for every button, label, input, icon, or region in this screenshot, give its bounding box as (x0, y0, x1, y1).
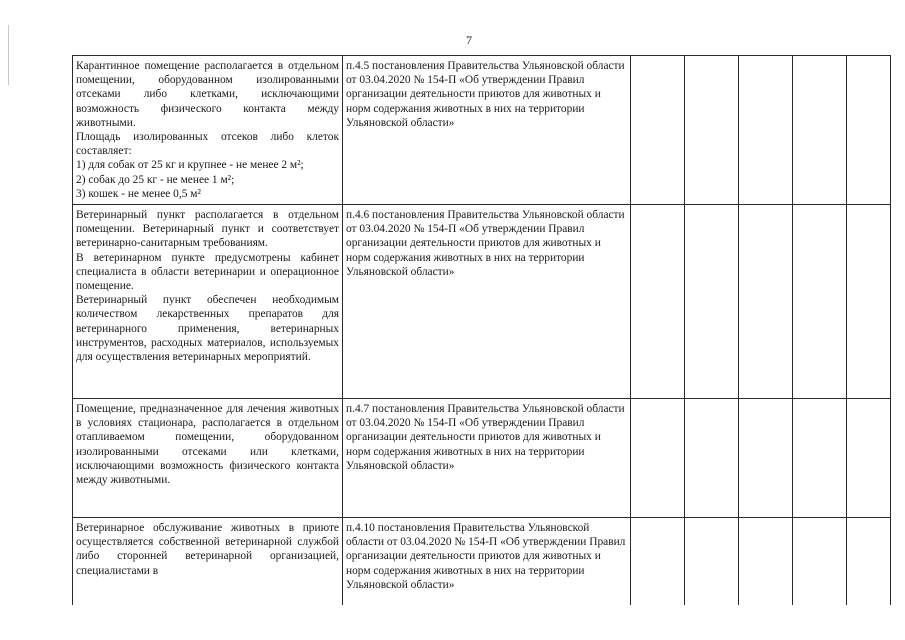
requirement-paragraph: 3) кошек - не менее 0,5 м² (76, 187, 201, 200)
empty-cell (847, 205, 891, 399)
empty-cell (685, 205, 739, 399)
legal-source-cell: п.4.7 постановления Правительства Ульяновской области от 03.04.2020 № 154-П «Об утверждении Правил организации деятельности приютов для животных и норм содержания животных в них на территории Ульяновской области» (343, 399, 631, 518)
requirements-table (72, 55, 891, 605)
empty-cell (793, 205, 847, 399)
empty-cell (739, 518, 793, 606)
empty-cell (847, 518, 891, 606)
requirement-paragraph: Ветеринарный пункт располагается в отдельном помещении. Ветеринарный пункт и соответствует ветеринарно-санитарным требованиям. (76, 209, 339, 250)
legal-source-cell: п.4.10 постановления Правительства Ульяновской области от 03.04.2020 № 154-П «Об утверждении Правил организации деятельности приютов для животных и норм содержания животных в них на территории Ульяновской области» (343, 518, 631, 606)
table-row (73, 518, 891, 606)
empty-cell (685, 399, 739, 518)
requirement-paragraph: 1) для собак от 25 кг и крупнее - не менее 2 м²; (76, 159, 304, 172)
empty-cell (685, 518, 739, 606)
empty-cell (739, 205, 793, 399)
requirement-cell (73, 399, 343, 518)
empty-cell (793, 518, 847, 606)
empty-cell (631, 56, 685, 205)
legal-source-cell: п.4.5 постановления Правительства Ульяновской области от 03.04.2020 № 154-П «Об утверждении Правил организации деятельности приютов для животных и норм содержания животных в них на территории Ульяновской области» (343, 56, 631, 205)
page-number: 7 (466, 33, 472, 47)
requirement-cell (73, 518, 343, 606)
requirement-paragraph: Ветеринарный пункт обеспечен необходимым количеством лекарственных препаратов для ветеринарного применения, ветеринарных инструментов, расходных материалов, используемых для осуществления ветеринарных мероприятий. (76, 294, 339, 364)
empty-cell (685, 56, 739, 205)
requirement-paragraph: Площадь изолированных отсеков либо клеток составляет: (76, 131, 339, 158)
empty-cell (847, 399, 891, 518)
table-row (73, 205, 891, 399)
empty-cell (793, 56, 847, 205)
requirement-paragraph: В ветеринарном пункте предусмотрены кабинет специалиста в области ветеринарии и операционное помещение. (76, 251, 339, 293)
table-row (73, 399, 891, 518)
requirement-paragraph: Карантинное помещение располагается в отдельном помещении, оборудованном изолированными отсеками либо клетками, исключающими возможность физического контакта между животными. (76, 60, 339, 129)
empty-cell (631, 518, 685, 606)
empty-cell (739, 399, 793, 518)
legal-source-cell: п.4.6 постановления Правительства Ульяновской области от 03.04.2020 № 154-П «Об утверждении Правил организации деятельности приютов для животных и норм содержания животных в них на территории Ульяновской области» (343, 205, 631, 399)
requirement-cell (73, 205, 343, 399)
requirement-paragraph: Ветеринарное обслуживание животных в приюте осуществляется собственной ветеринарной службой либо сторонней ветеринарной организацией, специалистами в (76, 522, 339, 577)
empty-cell (739, 56, 793, 205)
requirement-paragraph: 2) собак до 25 кг - не менее 1 м²; (76, 173, 235, 186)
empty-cell (793, 399, 847, 518)
empty-cell (847, 56, 891, 205)
empty-cell (631, 399, 685, 518)
empty-cell (631, 205, 685, 399)
requirement-paragraph: Помещение, предназначенное для лечения животных в условиях стационара, располагается в отдельном отапливаемом помещении, оборудованном изолированными отсеками или клетками, исключающими возможность физического контакта между животными. (76, 403, 339, 487)
scan-edge-mark (8, 25, 9, 85)
requirement-cell (73, 56, 343, 205)
scan-artifact-top (0, 0, 905, 20)
table-row (73, 56, 891, 205)
